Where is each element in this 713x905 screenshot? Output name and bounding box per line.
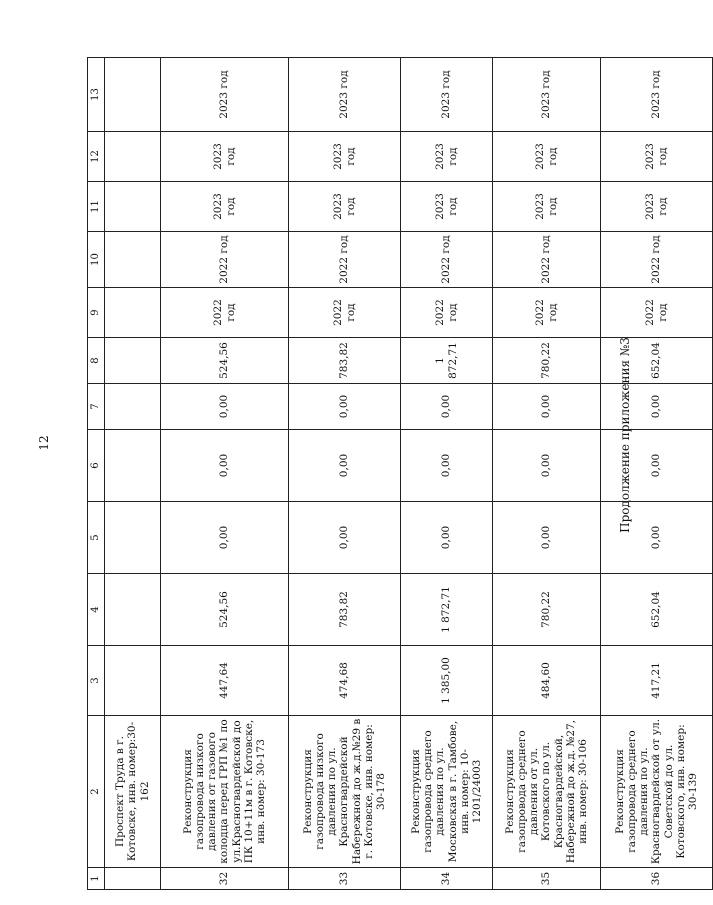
value-cell [105,646,161,716]
column-header: 7 [88,384,105,430]
row-number-cell: 34 [401,868,493,890]
value-cell: 2022 год [493,232,601,288]
value-cell: 2023 год [161,182,289,232]
value-cell: 2023 год [493,132,601,182]
continuation-label: Продолжение приложения №3 [618,337,632,533]
value-cell [105,574,161,646]
value-cell [105,384,161,430]
value-cell: 652,04 [601,338,713,384]
value-cell: 2022 год [601,232,713,288]
value-cell: 417,21 [601,646,713,716]
column-header: 6 [88,430,105,502]
column-header: 12 [88,132,105,182]
value-cell: 0,00 [493,502,601,574]
row-number-cell: 36 [601,868,713,890]
value-cell [105,232,161,288]
value-cell [105,288,161,338]
value-cell: 2023 год [601,58,713,132]
value-cell: 0,00 [493,384,601,430]
object-name-cell: Реконструкция газопровода низкого давления по ул. Красногвардейской Набережной до ж.д.№29 в г. Котовске, инв. номер: 30-178 [289,716,401,868]
value-cell: 0,00 [401,430,493,502]
value-cell: 2022 год [161,232,289,288]
data-table [87,57,713,890]
value-cell: 2022 год [401,288,493,338]
value-cell: 0,00 [289,502,401,574]
value-cell [105,338,161,384]
value-cell: 2023 год [289,58,401,132]
value-cell: 0,00 [401,502,493,574]
column-header: 9 [88,288,105,338]
value-cell: 0,00 [601,384,713,430]
value-cell: 783,82 [289,338,401,384]
value-cell: 0,00 [289,384,401,430]
value-cell: 0,00 [161,384,289,430]
value-cell [105,132,161,182]
object-name-cell: Проспект Труда в г. Котовске, инв. номер:30-162 [105,716,161,868]
value-cell: 652,04 [601,574,713,646]
header-row [88,58,105,890]
object-name-cell: Реконструкция газопровода низкого давления от газового колодца перед ГРП №1 по ул.Красногвардейской до ПК 10+11м в г. Котовске, инв. номер: 30-173 [161,716,289,868]
value-cell: 524,56 [161,338,289,384]
value-cell: 447,64 [161,646,289,716]
column-header: 5 [88,502,105,574]
value-cell: 2023 год [289,132,401,182]
value-cell: 474,68 [289,646,401,716]
value-cell: 0,00 [493,430,601,502]
row-number-cell: 32 [161,868,289,890]
value-cell [105,502,161,574]
table-row [105,58,161,890]
column-header: 10 [88,232,105,288]
value-cell: 2023 год [601,182,713,232]
value-cell: 1 385,00 [401,646,493,716]
value-cell: 2023 год [161,58,289,132]
value-cell: 1 872,71 [401,338,493,384]
column-header: 11 [88,182,105,232]
value-cell: 783,82 [289,574,401,646]
table-row [289,58,401,890]
column-header: 1 [88,868,105,890]
row-number-cell: 35 [493,868,601,890]
value-cell: 0,00 [401,384,493,430]
value-cell: 2023 год [401,132,493,182]
value-cell: 2022 год [493,288,601,338]
column-header: 13 [88,58,105,132]
value-cell: 2022 год [401,232,493,288]
column-header: 4 [88,574,105,646]
value-cell: 2022 год [161,288,289,338]
value-cell: 0,00 [601,430,713,502]
value-cell: 2022 год [289,288,401,338]
value-cell: 524,56 [161,574,289,646]
row-number-cell: 33 [289,868,401,890]
value-cell: 0,00 [289,430,401,502]
value-cell: 2023 год [493,58,601,132]
value-cell [105,430,161,502]
row-number-cell [105,868,161,890]
value-cell: 1 872,71 [401,574,493,646]
value-cell: 0,00 [161,502,289,574]
value-cell: 2022 год [601,288,713,338]
value-cell: 0,00 [601,502,713,574]
value-cell: 2023 год [493,182,601,232]
object-name-cell: Реконструкция газопровода среднего давления по ул. Московская в г. Тамбове, инв. номер: 10-1201/24003 [401,716,493,868]
column-header: 2 [88,716,105,868]
page-number: 12 [37,435,51,451]
value-cell: 2023 год [401,58,493,132]
table-row [601,58,713,890]
value-cell: 0,00 [161,430,289,502]
value-cell: 2022 год [289,232,401,288]
value-cell [105,182,161,232]
object-name-cell: Реконструкция газопровода среднего давления по ул. Красногвардейской от ул. Советской до ул. Котовского, инв. номер: 30-139 [601,716,713,868]
value-cell: 780,22 [493,338,601,384]
object-name-cell: Реконструкция газопровода среднего давления от ул. Котовского по ул. Красногвардейской, Набережной до ж.д. №27, инв. номер: 30-106 [493,716,601,868]
column-header: 8 [88,338,105,384]
value-cell: 484,60 [493,646,601,716]
value-cell: 780,22 [493,574,601,646]
value-cell: 2023 год [401,182,493,232]
value-cell: 2023 год [289,182,401,232]
value-cell: 2023 год [161,132,289,182]
value-cell [105,58,161,132]
table-row [401,58,493,890]
value-cell: 2023 год [601,132,713,182]
table-row [493,58,601,890]
column-header: 3 [88,646,105,716]
table-row [161,58,289,890]
